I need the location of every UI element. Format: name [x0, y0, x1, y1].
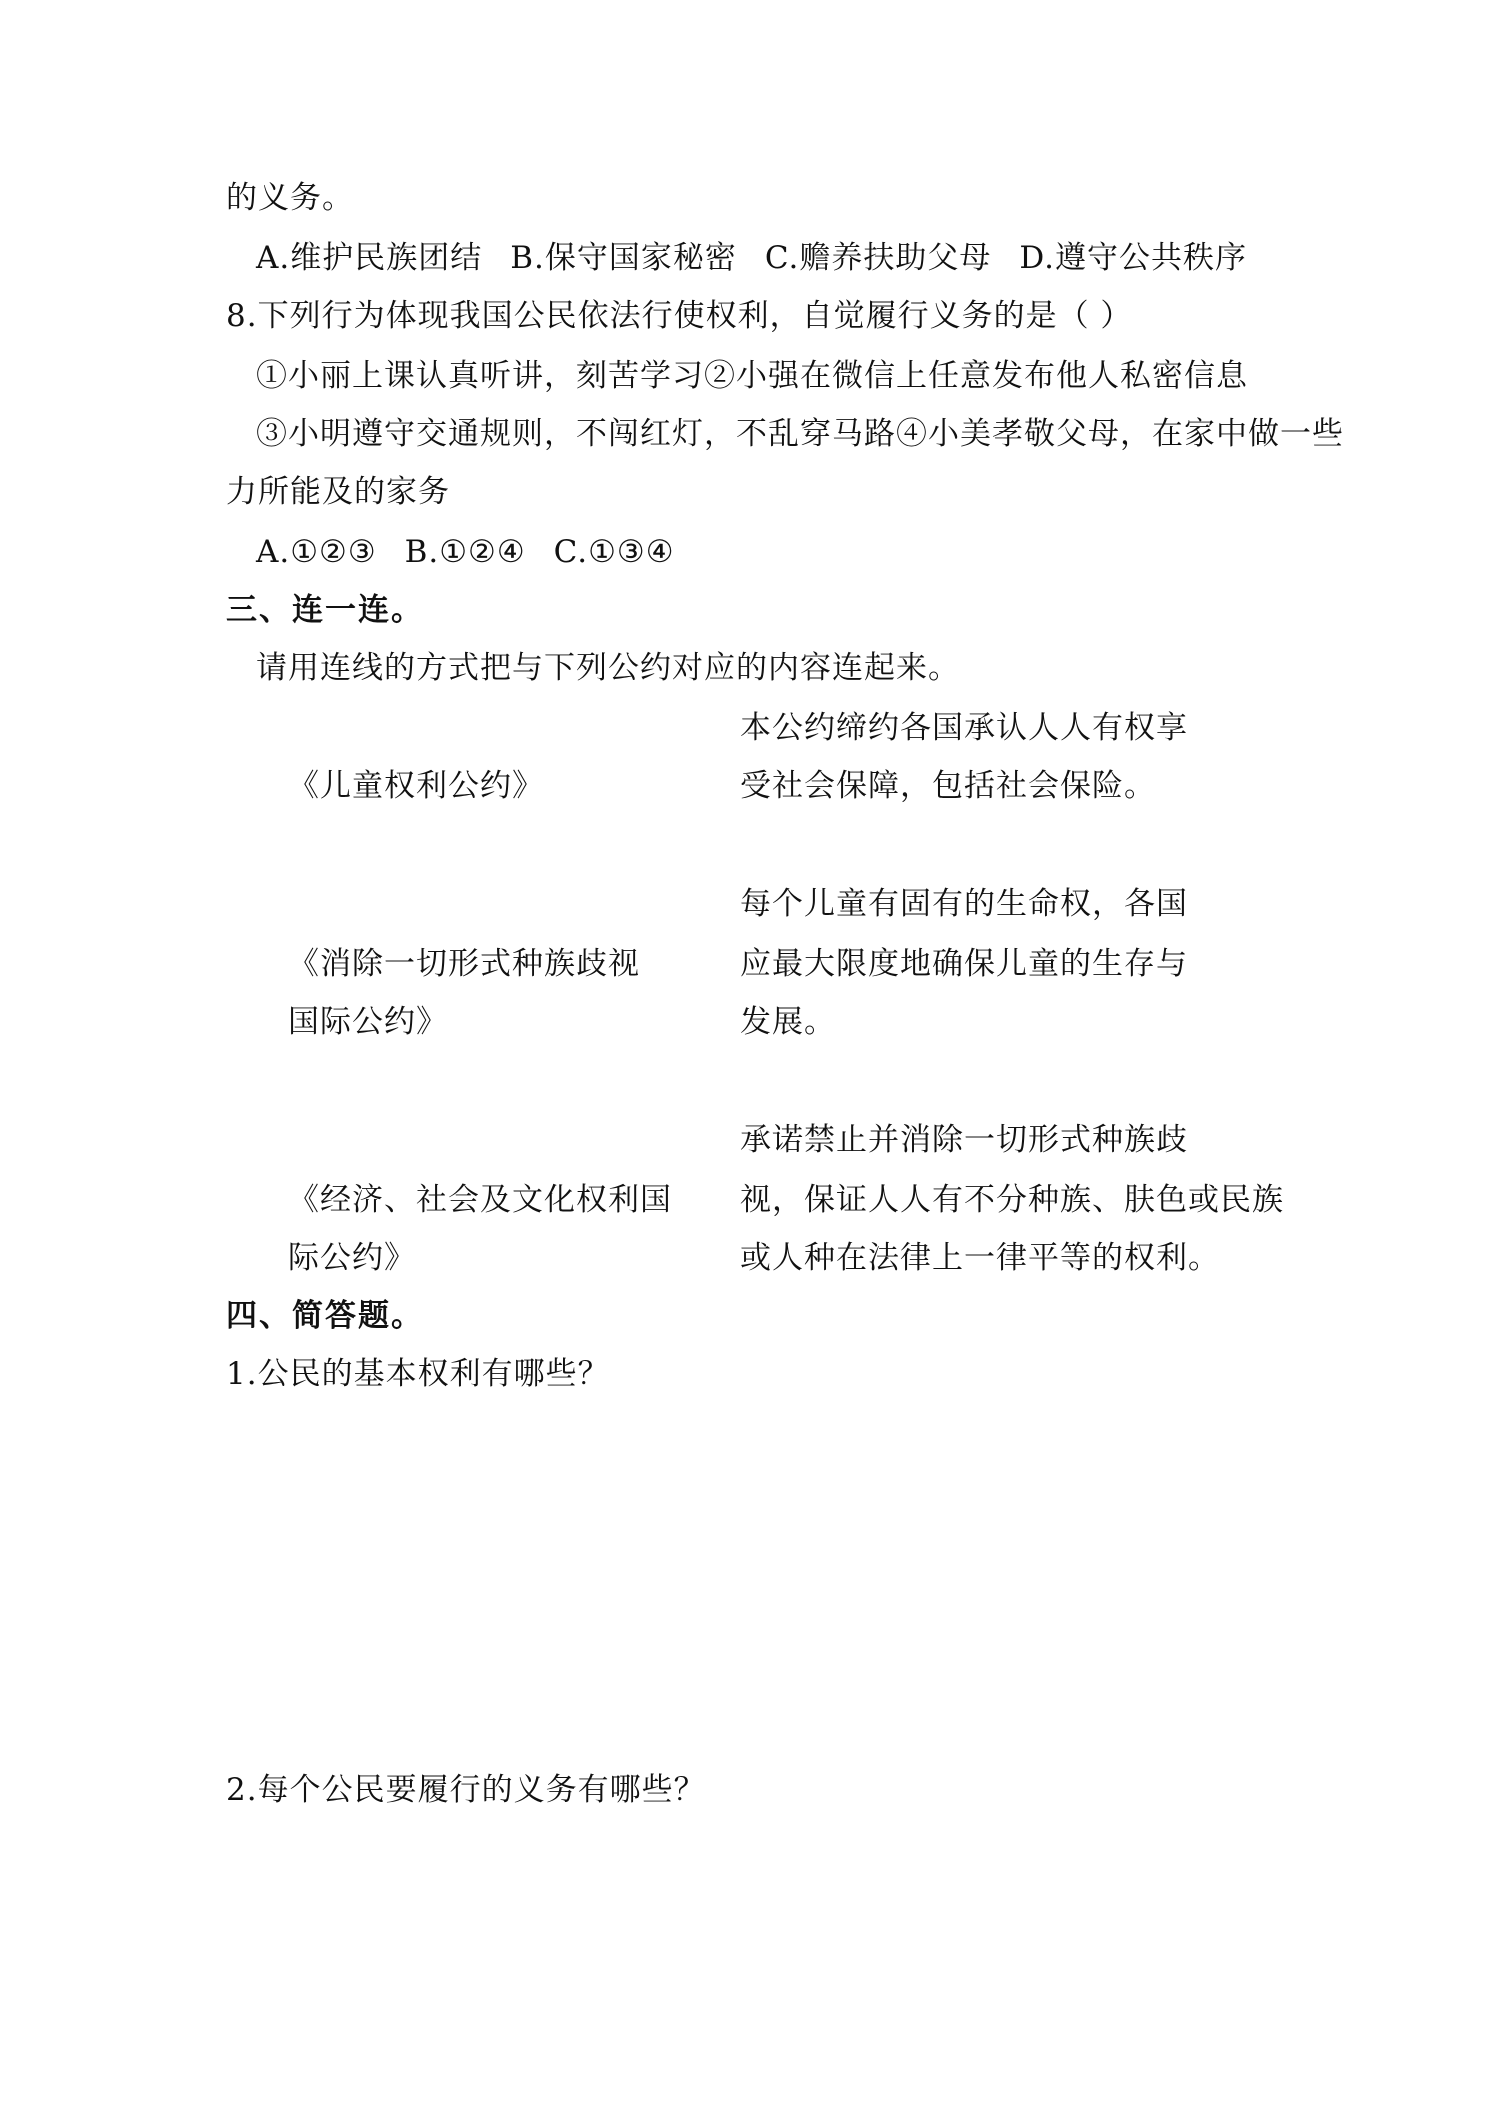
- section3-instruction: 请用连线的方式把与下列公约对应的内容连起来。: [256, 650, 960, 686]
- match-left-2-line1[interactable]: 《消除一切形式种族歧视: [288, 946, 640, 982]
- match-right-2-line1[interactable]: 每个儿童有固有的生命权，各国: [740, 886, 1188, 922]
- match-right-1-line1[interactable]: 本公约缔约各国承认人人有权享: [740, 710, 1188, 746]
- q7-continuation: 的义务。: [226, 180, 354, 216]
- q7-option-d[interactable]: D.遵守公共秩序: [1019, 240, 1247, 276]
- q8-statement-line3: 力所能及的家务: [226, 474, 450, 510]
- match-right-2-line2[interactable]: 应最大限度地确保儿童的生存与: [740, 946, 1188, 982]
- section4-question-2: 2.每个公民要履行的义务有哪些？: [226, 1772, 706, 1808]
- match-right-3-line1[interactable]: 承诺禁止并消除一切形式种族歧: [740, 1122, 1188, 1158]
- section4-heading: 四、简答题。: [226, 1298, 424, 1334]
- q8-statement-line1: ①小丽上课认真听讲，刻苦学习②小强在微信上任意发布他人私密信息: [256, 358, 1248, 394]
- q8-options: [256, 532, 702, 572]
- q7-option-c[interactable]: C.赡养扶助父母: [764, 240, 992, 276]
- match-right-1-line2[interactable]: 受社会保障，包括社会保险。: [740, 768, 1156, 804]
- match-right-3-line2[interactable]: 视，保证人人有不分种族、肤色或民族: [740, 1182, 1284, 1218]
- match-right-2-line3[interactable]: 发展。: [740, 1004, 836, 1040]
- q8-stem: 8.下列行为体现我国公民依法行使权利，自觉履行义务的是（ ）: [226, 298, 1133, 334]
- match-left-2-line2[interactable]: 国际公约》: [288, 1004, 448, 1040]
- q8-statement-line2: ③小明遵守交通规则，不闯红灯，不乱穿马路④小美孝敬父母，在家中做一些: [256, 416, 1344, 452]
- match-left-3-line1[interactable]: 《经济、社会及文化权利国: [288, 1182, 672, 1218]
- section3-heading: 三、连一连。: [226, 592, 424, 628]
- q8-option-a[interactable]: A.①②③: [256, 534, 377, 570]
- q7-option-b[interactable]: B.保守国家秘密: [510, 240, 737, 276]
- match-left-1[interactable]: 《儿童权利公约》: [288, 768, 544, 804]
- q7-options: [256, 238, 1275, 278]
- q8-option-c[interactable]: C.①③④: [553, 534, 675, 570]
- q7-option-a[interactable]: A.维护民族团结: [256, 240, 483, 276]
- match-left-3-line2[interactable]: 际公约》: [288, 1240, 416, 1276]
- q8-option-b[interactable]: B.①②④: [404, 534, 526, 570]
- match-right-3-line3[interactable]: 或人种在法律上一律平等的权利。: [740, 1240, 1220, 1276]
- section4-question-1: 1.公民的基本权利有哪些？: [226, 1356, 610, 1392]
